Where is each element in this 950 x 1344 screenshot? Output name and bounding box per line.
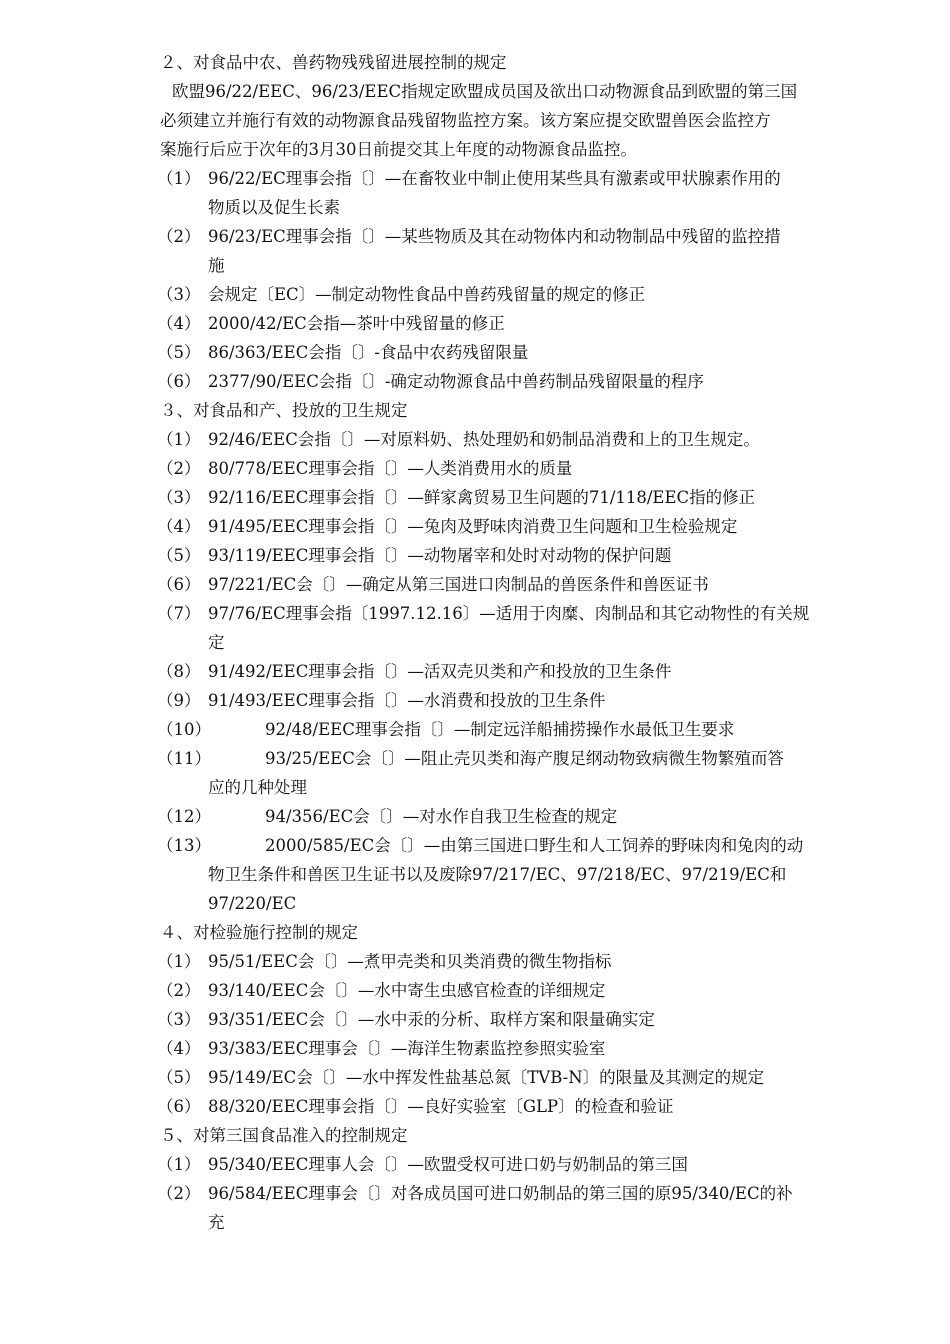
list-item — [0, 744, 950, 773]
list-item-number: （4） — [157, 1039, 201, 1058]
list-item — [0, 802, 950, 831]
list-item-number: （4） — [157, 314, 201, 333]
list-item-number: （5） — [157, 1068, 201, 1087]
list-item-continuation: 充 — [208, 1213, 225, 1232]
list-item-number: （3） — [157, 285, 201, 304]
list-item-number: （3） — [157, 1010, 201, 1029]
list-item-continuation: 应的几种处理 — [208, 778, 307, 797]
list-item-text: 93/351/EEC会〔〕—水中汞的分析、取样方案和限量确实定 — [208, 1010, 655, 1029]
list-item-text: 92/46/EEC会指〔〕—对原料奶、热处理奶和奶制品消费和上的卫生规定。 — [208, 430, 760, 449]
list-item-text: 2000/585/EC会〔〕—由第三国进口野生和人工饲养的野味肉和兔肉的动 — [265, 836, 804, 855]
list-item — [0, 425, 950, 454]
list-item-text: 91/495/EEC理事会指〔〕—兔肉及野味肉消费卫生问题和卫生检验规定 — [208, 517, 738, 536]
list-item-text: 93/119/EEC理事会指〔〕—动物屠宰和处时对动物的保护问题 — [208, 546, 672, 565]
list-item-number: （5） — [157, 343, 201, 362]
list-item — [0, 280, 950, 309]
list-item-text: 96/584/EEC理事会〔〕对各成员国可进口奶制品的第三国的原95/340/EC的补 — [208, 1184, 793, 1203]
list-item — [0, 164, 950, 193]
list-item-text: 92/116/EEC理事会指〔〕—鲜家禽贸易卫生问题的71/118/EEC指的修正 — [208, 488, 756, 507]
list-item — [0, 541, 950, 570]
list-item-continuation: 物质以及促生长素 — [208, 198, 340, 217]
list-item-number: （7） — [157, 604, 201, 623]
list-item — [0, 976, 950, 1005]
list-item-text: 94/356/EC会〔〕—对水作自我卫生检查的规定 — [265, 807, 618, 826]
list-item — [0, 512, 950, 541]
section-heading: ５、对第三国食品准入的控制规定 — [160, 1126, 408, 1145]
list-item-text: 97/221/EC会〔〕—确定从第三国进口肉制品的兽医条件和兽医证书 — [208, 575, 709, 594]
list-item-number: （5） — [157, 546, 201, 565]
list-item — [0, 570, 950, 599]
list-item-text: 93/25/EEC会〔〕—阻止壳贝类和海产腹足纲动物致病微生物繁殖而答 — [265, 749, 784, 768]
list-item — [0, 599, 950, 628]
list-item-text: 88/320/EEC理事会指〔〕—良好实验室〔GLP〕的检查和验证 — [208, 1097, 674, 1116]
section-heading: ３、对食品和产、投放的卫生规定 — [160, 401, 408, 420]
list-item — [0, 1092, 950, 1121]
list-item-number: （8） — [157, 662, 201, 681]
list-item — [0, 1034, 950, 1063]
list-item-text: 96/23/EC理事会指〔〕—某些物质及其在动物体内和动物制品中残留的监控措 — [208, 227, 781, 246]
list-item — [0, 1179, 950, 1208]
list-item-text: 91/493/EEC理事会指〔〕—水消费和投放的卫生条件 — [208, 691, 606, 710]
list-item-number: （6） — [157, 1097, 201, 1116]
section-heading: ２、对食品中农、兽药物残残留进展控制的规定 — [160, 53, 507, 72]
list-item-number: （12） — [157, 807, 211, 826]
list-item — [0, 1150, 950, 1179]
list-item-text: 91/492/EEC理事会指〔〕—活双壳贝类和产和投放的卫生条件 — [208, 662, 672, 681]
list-item — [0, 222, 950, 251]
list-item-text: 96/22/EC理事会指〔〕—在畜牧业中制止使用某些具有激素或甲状腺素作用的 — [208, 169, 781, 188]
list-item-number: （11） — [157, 749, 211, 768]
list-item-number: （6） — [157, 372, 201, 391]
paragraph-line: 欧盟96/22/EEC、96/23/EEC指规定欧盟成员国及欲出口动物源食品到欧盟的第三国 — [172, 82, 798, 101]
list-item-number: （9） — [157, 691, 201, 710]
list-item — [0, 1063, 950, 1092]
list-item — [0, 715, 950, 744]
list-item-number: （6） — [157, 575, 201, 594]
section-heading: ４、对检验施行控制的规定 — [160, 923, 358, 942]
list-item-number: （1） — [157, 430, 201, 449]
list-item — [0, 454, 950, 483]
list-item-number: （2） — [157, 227, 201, 246]
list-item-number: （4） — [157, 517, 201, 536]
list-item-text: 80/778/EEC理事会指〔〕—人类消费用水的质量 — [208, 459, 573, 478]
list-item-text: 95/51/EEC会〔〕—煮甲壳类和贝类消费的微生物指标 — [208, 952, 612, 971]
list-item-number: （2） — [157, 981, 201, 1000]
list-item-number: （2） — [157, 459, 201, 478]
list-item — [0, 686, 950, 715]
list-item-text: 93/140/EEC会〔〕—水中寄生虫感官检查的详细规定 — [208, 981, 606, 1000]
list-item-number: （13） — [157, 836, 211, 855]
paragraph-line: 必须建立并施行有效的动物源食品残留物监控方案。该方案应提交欧盟兽医会监控方 — [160, 111, 771, 130]
list-item-number: （3） — [157, 488, 201, 507]
list-item-number: （2） — [157, 1184, 201, 1203]
list-item — [0, 1005, 950, 1034]
list-item — [0, 947, 950, 976]
list-item-text: 97/76/EC理事会指〔1997.12.16〕—适用于肉糜、肉制品和其它动物性的有关规 — [208, 604, 810, 623]
list-item-number: （10） — [157, 720, 211, 739]
list-item-text: 95/149/EC会〔〕—水中挥发性盐基总氮〔TVB-N〕的限量及其测定的规定 — [208, 1068, 765, 1087]
paragraph-line: 案施行后应于次年的3月30日前提交其上年度的动物源食品监控。 — [160, 140, 637, 159]
list-item-continuation: 物卫生条件和兽医卫生证书以及废除97/217/EC、97/218/EC、97/219/EC和 — [208, 865, 787, 884]
list-item-text: 95/340/EEC理事人会〔〕—欧盟受权可进口奶与奶制品的第三国 — [208, 1155, 688, 1174]
list-item-text: 2377/90/EEC会指〔〕-确定动物源食品中兽药制品残留限量的程序 — [208, 372, 704, 391]
list-item — [0, 338, 950, 367]
list-item-text: 86/363/EEC会指〔〕-食品中农药残留限量 — [208, 343, 529, 362]
list-item — [0, 831, 950, 860]
list-item-continuation: 定 — [208, 633, 225, 652]
list-item-number: （1） — [157, 1155, 201, 1174]
list-item-continuation: 97/220/EC — [208, 894, 297, 913]
list-item — [0, 367, 950, 396]
document-page — [0, 48, 950, 1237]
list-item-text: 92/48/EEC理事会指〔〕—制定远洋船捕捞操作水最低卫生要求 — [265, 720, 735, 739]
list-item — [0, 309, 950, 338]
list-item-text: 会规定〔EC〕—制定动物性食品中兽药残留量的规定的修正 — [208, 285, 646, 304]
list-item-text: 93/383/EEC理事会〔〕—海洋生物素监控参照实验室 — [208, 1039, 606, 1058]
list-item-text: 2000/42/EC会指—茶叶中残留量的修正 — [208, 314, 505, 333]
list-item-number: （1） — [157, 169, 201, 188]
list-item-continuation: 施 — [208, 256, 225, 275]
list-item — [0, 483, 950, 512]
list-item — [0, 657, 950, 686]
list-item-number: （1） — [157, 952, 201, 971]
